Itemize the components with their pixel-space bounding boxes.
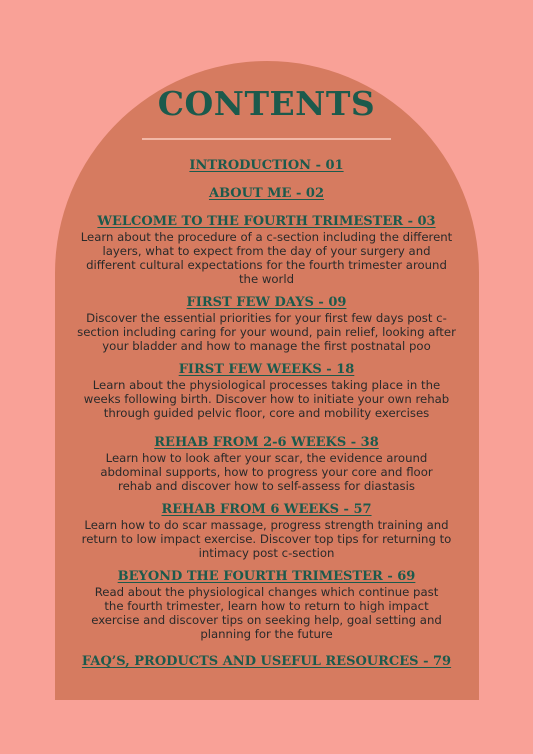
table-of-contents (60, 157, 473, 670)
toc-entry-rehab-6-weeks[interactable] (60, 501, 473, 560)
toc-heading[interactable]: REHAB FROM 6 WEEKS - 57 (161, 502, 372, 517)
toc-description: Learn about the procedure of a c-section including the different layers, what to expect from the day of your surgery and different cultural expectations for the fourth trimester around the world (80, 230, 453, 286)
toc-heading[interactable]: WELCOME TO THE FOURTH TRIMESTER - 03 (97, 214, 436, 229)
toc-heading[interactable]: INTRODUCTION - 01 (189, 158, 344, 173)
toc-entry-fourth-trimester[interactable] (60, 213, 473, 286)
toc-entry-faqs-resources[interactable] (60, 653, 473, 670)
toc-heading[interactable]: FIRST FEW DAYS - 09 (186, 295, 347, 310)
toc-heading[interactable]: FIRST FEW WEEKS - 18 (178, 362, 355, 377)
toc-description: Read about the physiological changes which continue past the fourth trimester, learn how to return to high impact exercise and discover tips on seeking help, goal setting and planning for the future (91, 585, 442, 641)
toc-heading[interactable]: REHAB FROM 2-6 WEEKS - 38 (154, 435, 379, 450)
toc-description: Learn about the physiological processes taking place in the weeks following birth. Discover how to initiate your own rehab through guided pelvic floor, core and mobility exercises (83, 378, 450, 420)
toc-entry-about-me[interactable] (60, 185, 473, 202)
page-title: CONTENTS (157, 84, 376, 123)
toc-entry-beyond-fourth-trimester[interactable] (60, 568, 473, 641)
toc-description: Learn how to do scar massage, progress strength training and return to low impact exercise. Discover top tips for returning to intimacy post c-section (81, 518, 452, 560)
toc-entry-rehab-2-6-weeks[interactable] (60, 434, 473, 493)
toc-description: Learn how to look after your scar, the evidence around abdominal supports, how to progress your core and floor rehab and discover how to self-assess for diastasis (100, 451, 433, 493)
title-divider (142, 138, 391, 140)
toc-heading[interactable]: FAQ’S, PRODUCTS AND USEFUL RESOURCES - 79 (81, 654, 452, 669)
toc-entry-first-few-days[interactable] (60, 294, 473, 353)
toc-heading[interactable]: ABOUT ME - 02 (208, 186, 324, 201)
toc-entry-first-few-weeks[interactable] (60, 361, 473, 420)
toc-heading[interactable]: BEYOND THE FOURTH TRIMESTER - 69 (117, 569, 416, 584)
toc-description: Discover the essential priorities for your first few days post c-section including caring for your wound, pain relief, looking after your bladder and how to manage the first postnatal poo (77, 311, 456, 353)
toc-entry-introduction[interactable] (60, 157, 473, 174)
